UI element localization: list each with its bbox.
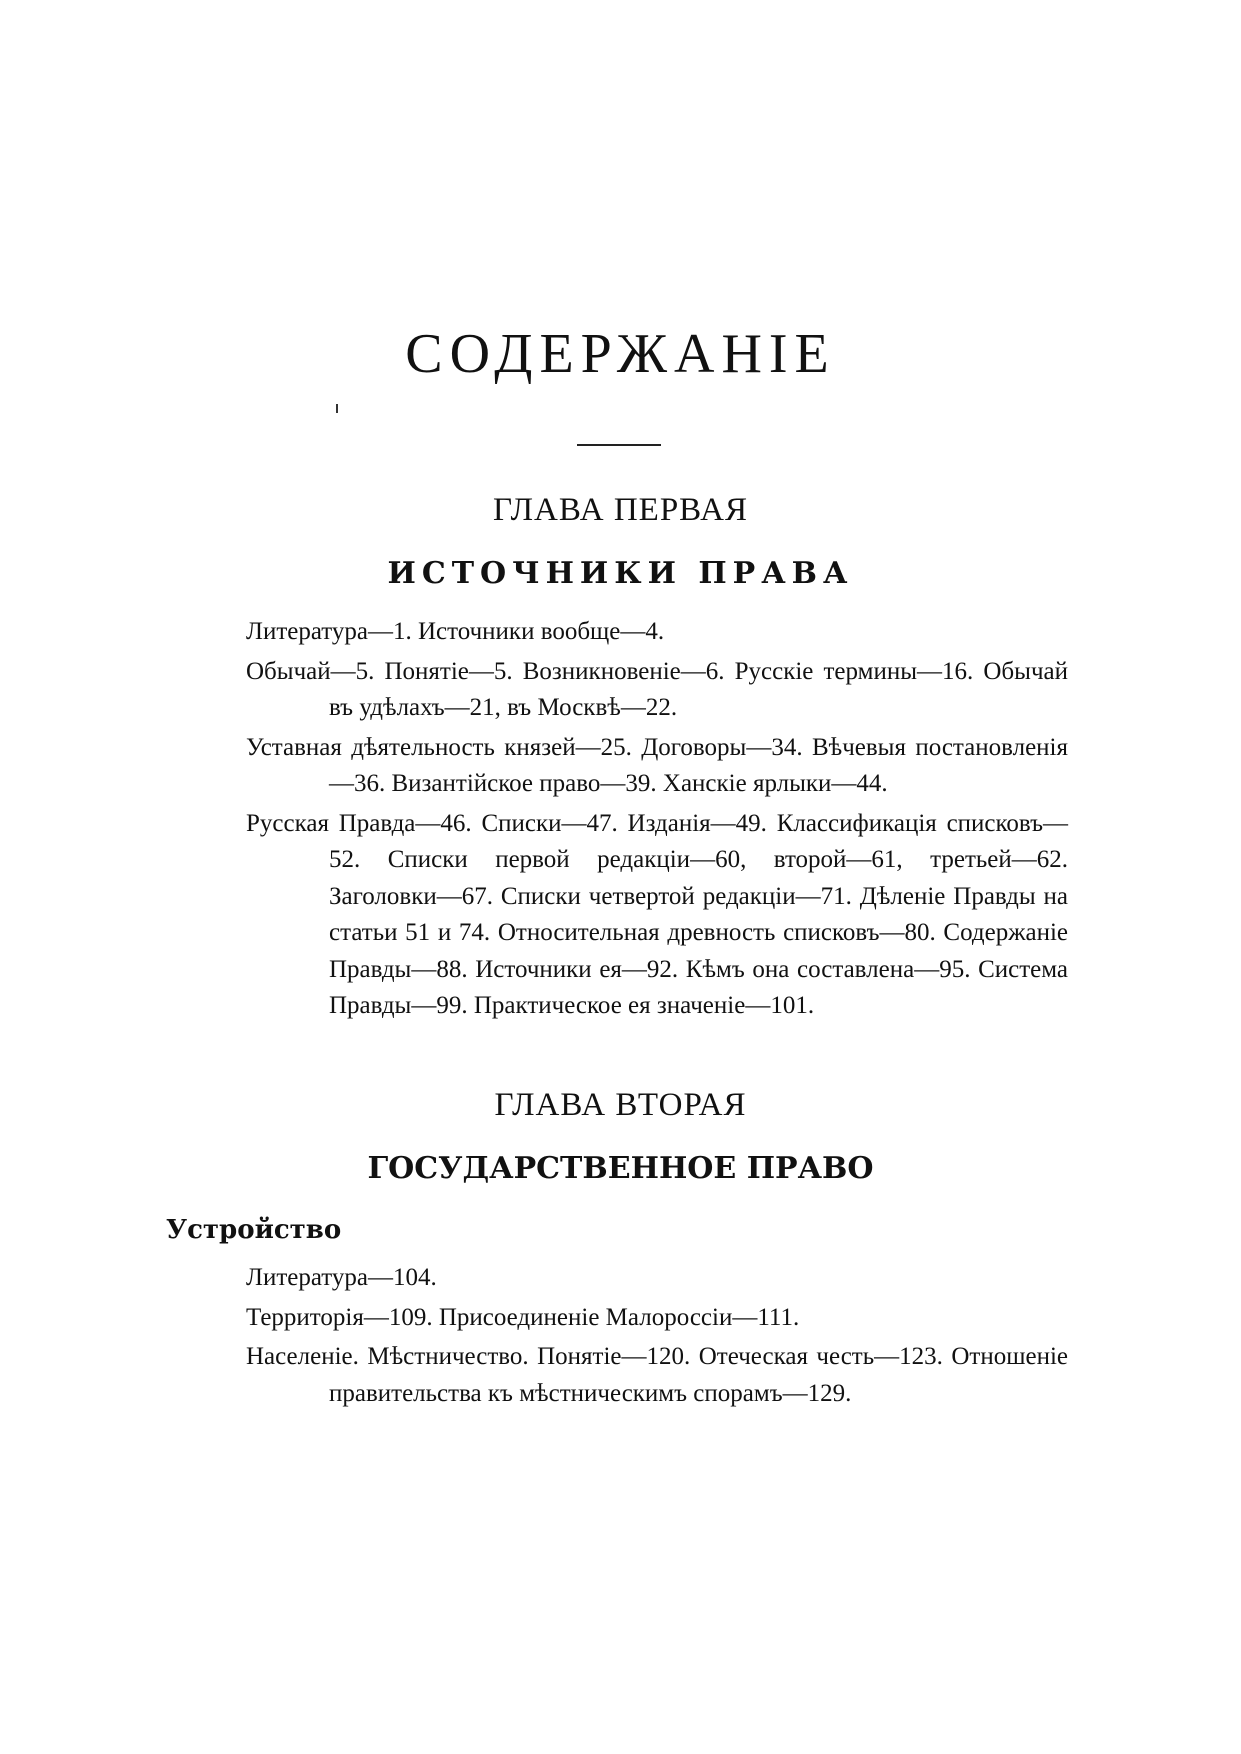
- toc-entry: Русская Правда—46. Списки—47. Изданія—49. Классификація списковъ—52. Списки первой редакціи—60, второй—61, третьей—62. Заголовки—67. Списки четвертой редакціи—71. Дѣленіе Правды на статьи 51 и 74. Относительная древность списковъ—80. Содержаніе Правды—88. Источники ея—92. Кѣмъ она составлена—95. Система Правды—99. Практическое ея значеніе—101.: [246, 809, 1068, 1019]
- toc-entry: Территорія—109. Присоединеніе Малороссіи—111.: [246, 1303, 800, 1331]
- chapter-2-entries: [246, 1260, 1068, 1415]
- page-title: СОДЕРЖАНІЕ: [405, 323, 836, 385]
- title-divider: [577, 444, 661, 446]
- print-speck: [336, 404, 338, 413]
- toc-entry: Уставная дѣятельность князей—25. Договоры—34. Вѣчевыя постановленія—36. Византійское право—39. Ханскіе ярлыки—44.: [246, 733, 1068, 797]
- toc-entry: Обычай—5. Понятіе—5. Возникновеніе—6. Русскіе термины—16. Обычай въ удѣлахъ—21, въ Москвѣ—22.: [246, 657, 1068, 721]
- section-heading: Устройство: [166, 1215, 342, 1245]
- chapter-2-title: ГОСУДАРСТВЕННОЕ ПРАВО: [367, 1151, 874, 1186]
- chapter-2-label: ГЛАВА ВТОРАЯ: [494, 1087, 747, 1123]
- toc-entry: Литература—104.: [246, 1264, 437, 1291]
- chapter-1-label: ГЛАВА ПЕРВАЯ: [493, 492, 748, 528]
- toc-entry: Населеніе. Мѣстничество. Понятіе—120. Отеческая честь—123. Отношеніе правительства къ мѣстническимъ спорамъ—129.: [246, 1343, 1068, 1407]
- chapter-1-entries: [246, 614, 1068, 1028]
- toc-entry: Литература—1. Источники вообще—4.: [246, 618, 665, 645]
- chapter-1-title: ИСТОЧНИКИ ПРАВА: [387, 556, 854, 591]
